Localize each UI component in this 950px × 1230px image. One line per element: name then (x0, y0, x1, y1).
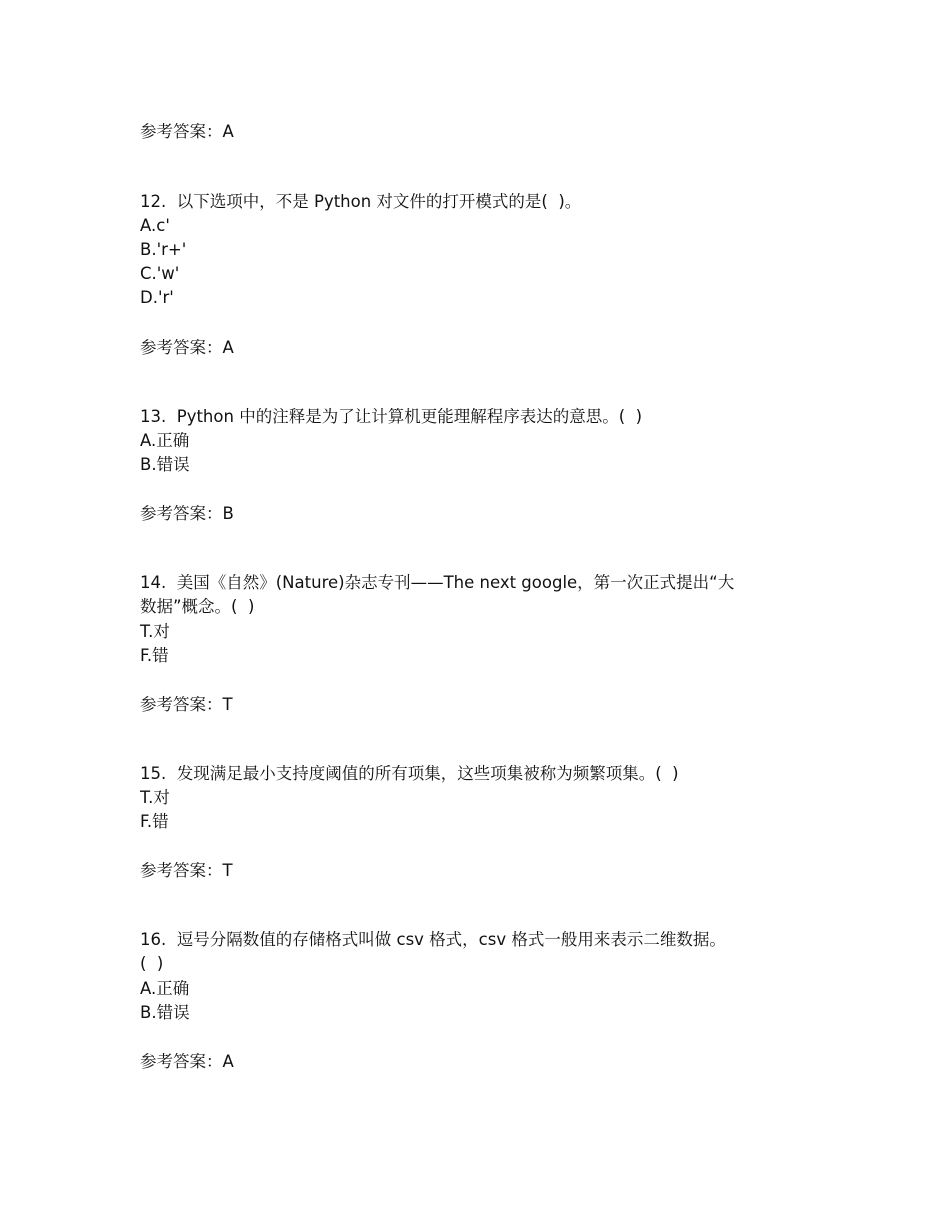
answer-label: 参考答案： (140, 338, 223, 357)
answer-value: A (222, 1052, 234, 1071)
answer-value: A (222, 338, 234, 357)
answer-line (140, 693, 233, 717)
option: B.'r+' (140, 240, 187, 259)
option: A.c' (140, 216, 170, 235)
question-stem (140, 571, 734, 595)
answer-label: 参考答案： (140, 122, 223, 141)
question-text: 发现满足最小支持度阈值的所有项集，这些项集被称为频繁项集。( ) (176, 764, 679, 783)
option: T.对 (140, 622, 170, 641)
question-text: 美国《自然》(Nature)杂志专刊——The next google，第一次正式提出“大 (176, 573, 735, 592)
question-stem (140, 928, 726, 952)
answer-line (140, 336, 234, 360)
question-number: 15. (140, 764, 167, 783)
answer-label: 参考答案： (140, 504, 223, 523)
option: F.错 (140, 646, 169, 665)
option: A.正确 (140, 431, 190, 450)
option: T.对 (140, 788, 170, 807)
question-stem (140, 762, 679, 786)
question-number: 16. (140, 930, 167, 949)
answer-value: A (222, 122, 234, 141)
answer-label: 参考答案： (140, 1052, 223, 1071)
question-stem (140, 190, 581, 214)
option: C.'w' (140, 264, 180, 283)
option: F.错 (140, 812, 169, 831)
question-text: 逗号分隔数值的存储格式叫做 csv 格式，csv 格式一般用来表示二维数据。 (176, 930, 726, 949)
option: B.错误 (140, 455, 190, 474)
answer-value: T (222, 695, 233, 714)
question-text: 以下选项中，不是 Python 对文件的打开模式的是( )。 (176, 192, 582, 211)
answer-value: B (222, 504, 234, 523)
option: D.'r' (140, 288, 174, 307)
answer-line (140, 502, 234, 526)
question-number: 12. (140, 192, 167, 211)
answer-line (140, 1050, 234, 1074)
question-number: 14. (140, 573, 167, 592)
answer-label: 参考答案： (140, 695, 223, 714)
option: B.错误 (140, 1003, 190, 1022)
option: A.正确 (140, 979, 190, 998)
answer-line (140, 859, 233, 883)
answer-value: T (222, 861, 233, 880)
question-number: 13. (140, 407, 167, 426)
question-text-continued: 数据”概念。( ) (140, 597, 255, 616)
answer-label: 参考答案： (140, 861, 223, 880)
question-text-continued: ( ) (140, 954, 164, 973)
answer-line (140, 120, 234, 144)
question-text: Python 中的注释是为了让计算机更能理解程序表达的意思。( ) (176, 407, 643, 426)
question-stem (140, 405, 642, 429)
